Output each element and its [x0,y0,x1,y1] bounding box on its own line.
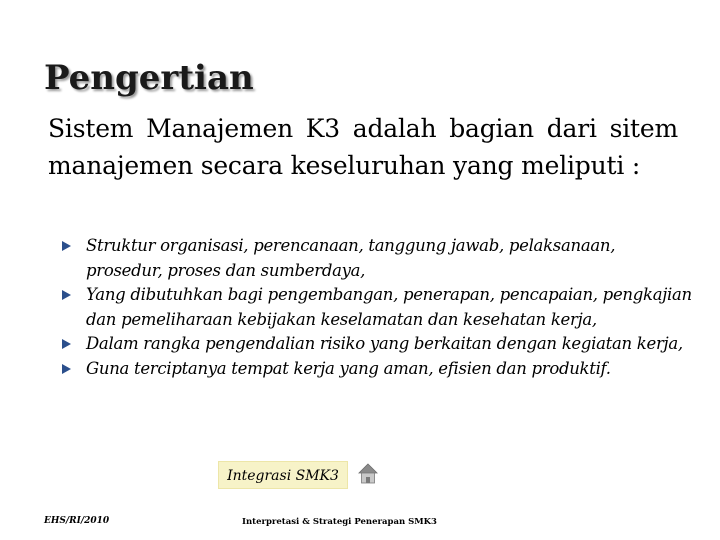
integrasi-smk3-link[interactable]: Integrasi SMK3 [218,461,348,489]
intro-paragraph: Sistem Manajemen K3 adalah bagian dari sitem manajemen secara keseluruhan yang meliputi : [48,114,678,180]
bullet-item [62,283,692,332]
home-button[interactable] [358,463,378,485]
triangle-right-icon [62,339,71,349]
bullet-text: Struktur organisasi, perencanaan, tanggung jawab, pelaksanaan, prosedur, proses dan sumberdaya, [86,236,616,280]
bullet-text: Guna terciptanya tempat kerja yang aman, efisien dan produktif. [86,358,611,378]
bullet-item [62,234,692,283]
footer-title: Interpretasi & Strategi Penerapan SMK3 [242,517,437,527]
bullet-item [62,332,692,357]
home-icon [358,463,378,485]
slide-title: Pengertian [44,58,254,98]
triangle-right-icon [62,241,71,251]
bullet-text: Yang dibutuhkan bagi pengembangan, penerapan, pencapaian, pengkajian dan pemeliharaan kebijakan keselamatan dan kesehatan kerja, [86,285,692,329]
triangle-right-icon [62,290,71,300]
footer-code: EHS/RI/2010 [44,516,110,526]
bullet-text: Dalam rangka pengendalian risiko yang berkaitan dengan kegiatan kerja, [86,334,683,353]
triangle-right-icon [62,364,71,374]
bullet-list [62,234,692,381]
bullet-item [62,357,692,382]
